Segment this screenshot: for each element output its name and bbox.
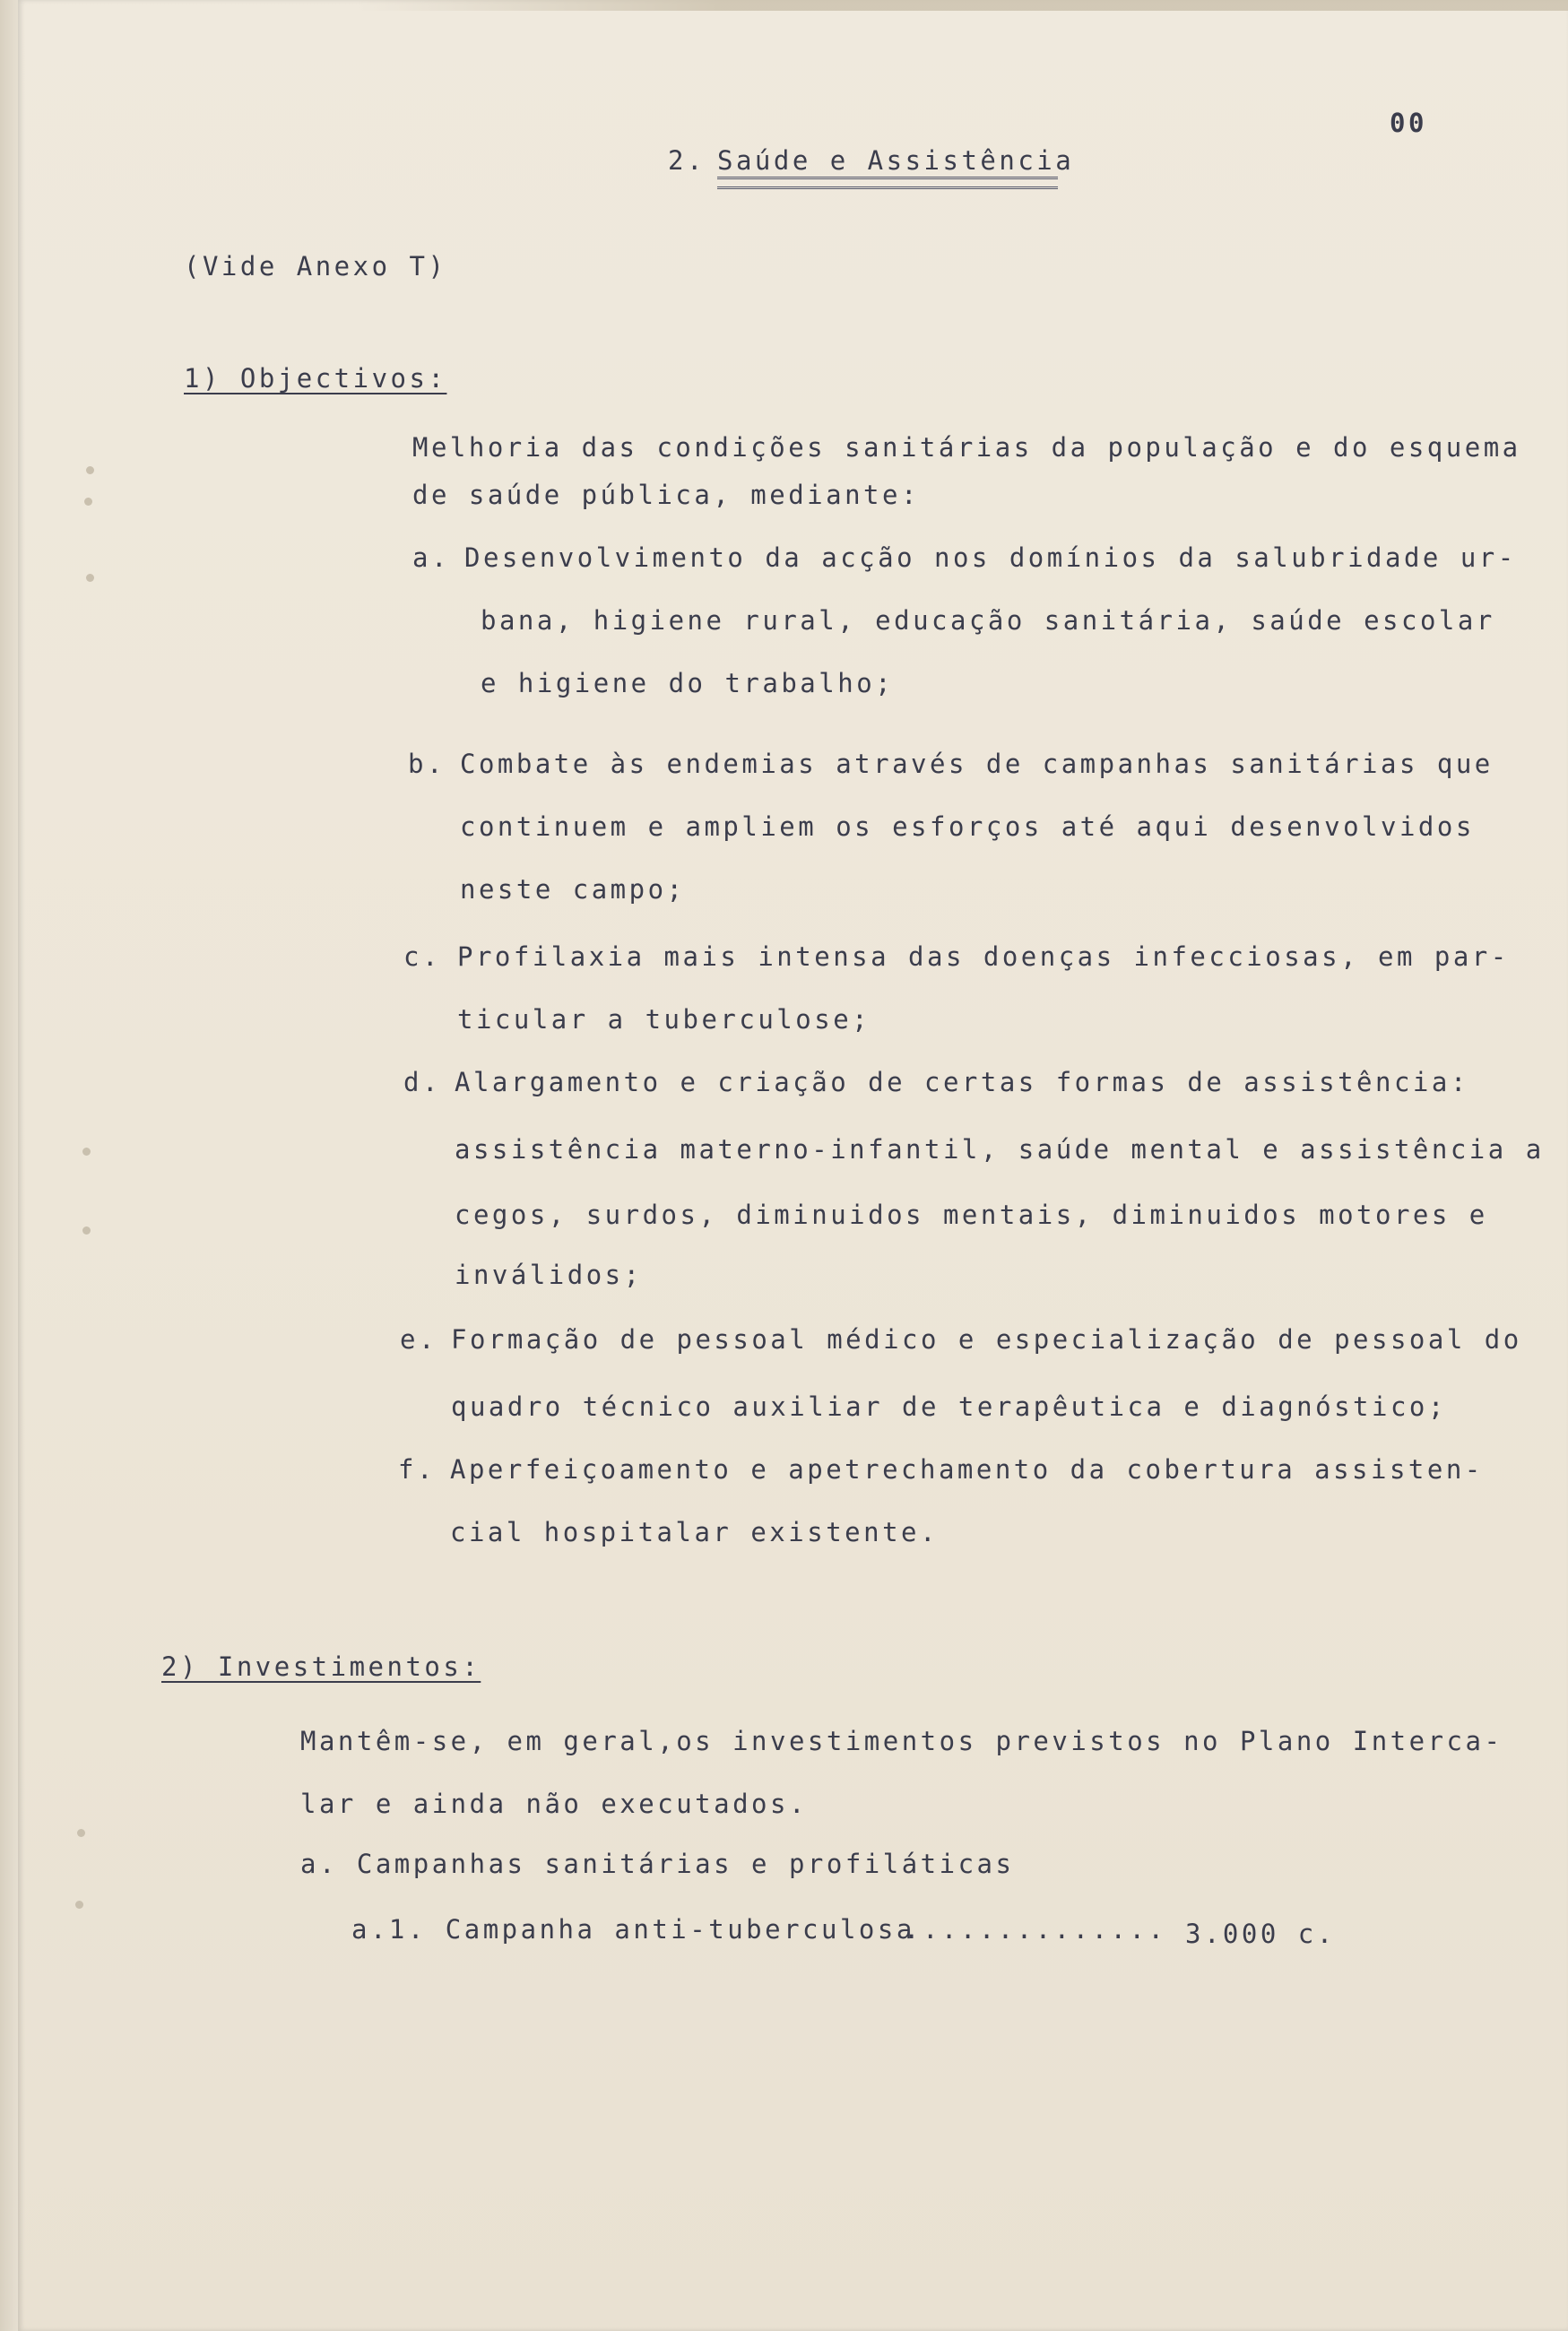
investments-intro-line: Mantêm-se, em geral,os investimentos previstos no Plano Interca- [300,1726,1503,1756]
document-page [18,0,1568,2331]
item-marker: d. [403,1067,441,1097]
page-number: 00 [1390,108,1427,138]
item-line: bana, higiene rural, educação sanitária, saúde escolar [481,605,1495,636]
investments-intro-line: lar e ainda não executados. [300,1789,808,1819]
item-line: Profilaxia mais intensa das doenças infecciosas, em par- [457,941,1510,972]
investments-subheading: a. Campanhas sanitárias e profiláticas [300,1849,1015,1879]
item-line: Alargamento e criação de certas formas de assistência: [455,1067,1469,1097]
line-item-amount: 3.000 c. [1185,1919,1336,1949]
punch-mark [84,498,92,506]
punch-mark [75,1901,83,1909]
page-top-edge [359,0,1568,11]
heading-number: 2. [668,145,706,176]
line-item-leader: .............. [904,1914,1167,1945]
item-line: Aperfeiçoamento e apetrechamento da cobertura assisten- [450,1454,1484,1485]
punch-mark [86,466,94,474]
line-item-label: a.1. Campanha anti-tuberculosa [351,1914,915,1945]
item-line: Formação de pessoal médico e especialização de pessoal do [451,1324,1522,1355]
item-marker: b. [408,749,446,779]
punch-mark [82,1148,91,1156]
objectives-intro-line: Melhoria das condições sanitárias da população e do esquema [412,432,1521,463]
item-line: e higiene do trabalho; [481,668,895,698]
item-line: Combate às endemias através de campanhas sanitárias que [460,749,1494,779]
item-line: cegos, surdos, diminuidos mentais, diminuidos motores e [455,1200,1488,1230]
section-objectivos-label: 1) Objectivos: [184,363,447,394]
item-line: continuem e ampliem os esforços até aqui desenvolvidos [460,811,1475,842]
punch-mark [82,1226,91,1235]
item-line: assistência materno-infantil, saúde mental e assistência a [455,1134,1545,1165]
annex-reference: (Vide Anexo T) [184,251,447,282]
heading-title: Saúde e Assistência [717,145,1075,176]
item-line: inválidos; [455,1260,643,1290]
punch-mark [77,1829,85,1837]
objectives-intro-line: de saúde pública, mediante: [412,480,920,510]
item-line: neste campo; [460,874,686,905]
item-marker: f. [398,1454,436,1485]
section-investimentos-label: 2) Investimentos: [161,1651,481,1682]
heading-double-underline [717,177,1058,189]
item-line: Desenvolvimento da acção nos domínios da salubridade ur- [464,542,1517,573]
item-line: ticular a tuberculose; [457,1004,871,1035]
item-marker: a. [412,542,450,573]
page-edge [0,0,18,2331]
item-line: cial hospitalar existente. [450,1517,939,1547]
item-marker: c. [403,941,441,972]
item-line: quadro técnico auxiliar de terapêutica e diagnóstico; [451,1391,1447,1422]
item-marker: e. [400,1324,437,1355]
punch-mark [86,574,94,582]
